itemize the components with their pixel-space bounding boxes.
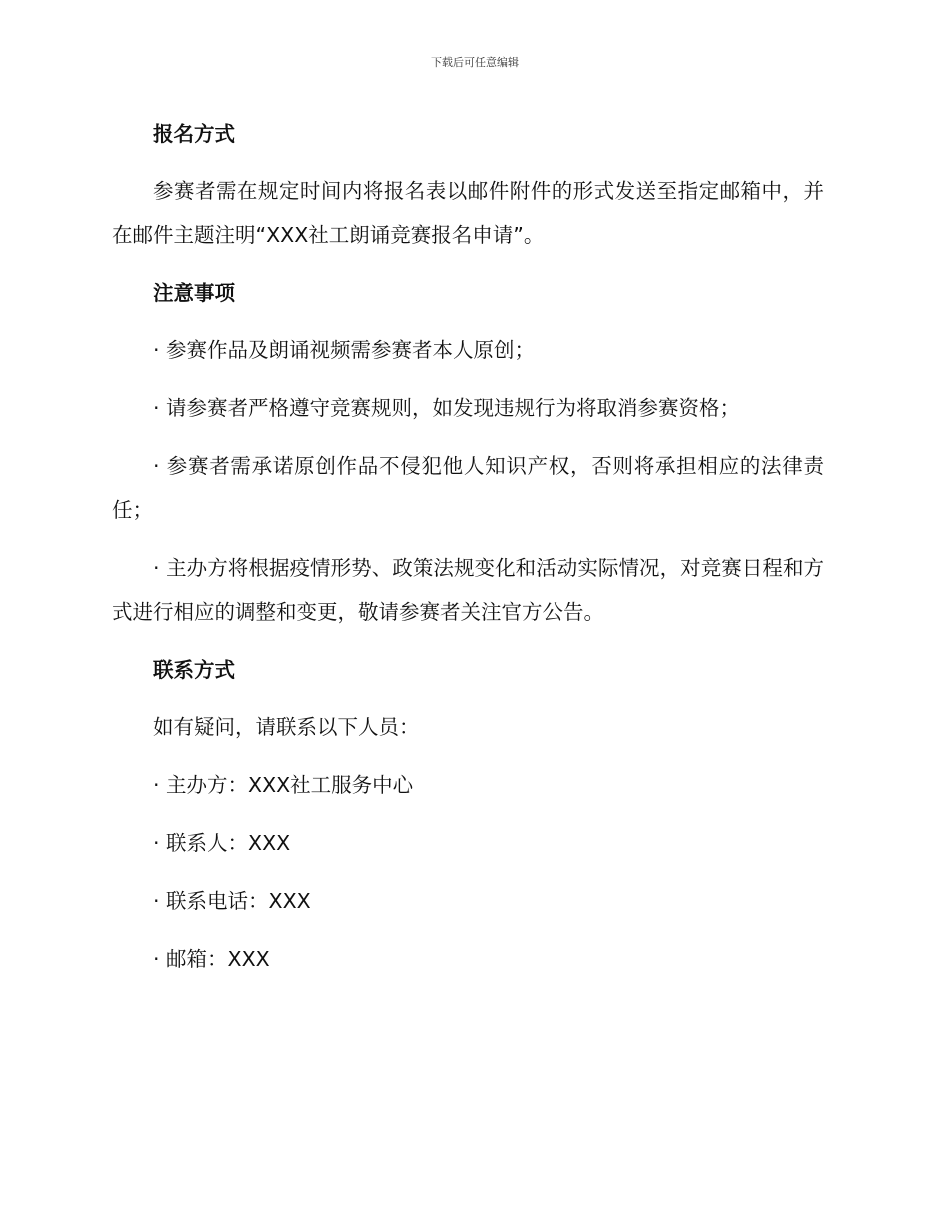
list-item: · 主办方：XXX社工服务中心 [153, 773, 414, 797]
list-item: · 主办方将根据疫情形势、政策法规变化和活动实际情况，对竞赛日程和方式进行相应的调整和变更，敬请参赛者关注官方公告。 [112, 556, 824, 624]
paragraph: 参赛者需在规定时间内将报名表以邮件附件的形式发送至指定邮箱中，并在邮件主题注明“XXX社工朗诵竞赛报名申请”。 [112, 179, 824, 247]
list-item: · 参赛者需承诺原创作品不侵犯他人知识产权，否则将承担相应的法律责任； [112, 454, 824, 522]
section-heading: 联系方式 [153, 658, 235, 682]
section-contact [112, 648, 824, 981]
section-heading: 报名方式 [153, 122, 235, 146]
list-item: · 参赛作品及朗诵视频需参赛者本人原创； [153, 338, 536, 362]
section-heading: 注意事项 [153, 281, 235, 305]
list-item: · 请参赛者严格遵守竞赛规则，如发现违规行为将取消参赛资格； [153, 396, 741, 420]
section-registration [112, 112, 824, 257]
list-item: · 联系电话：XXX [153, 889, 311, 913]
list-item: · 联系人：XXX [153, 831, 291, 855]
document-body [112, 112, 824, 995]
list-item: · 邮箱：XXX [153, 947, 270, 971]
page-header: 下载后可任意编辑 [431, 56, 519, 69]
paragraph: 如有疑问，请联系以下人员： [153, 715, 420, 739]
section-notes [112, 271, 824, 634]
